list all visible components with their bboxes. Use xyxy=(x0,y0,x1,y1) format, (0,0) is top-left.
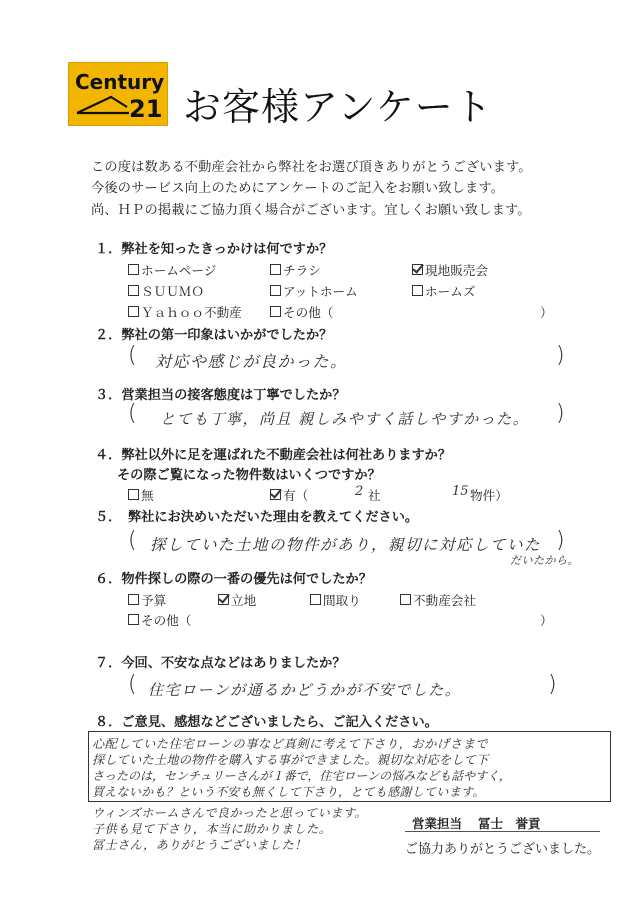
close-paren: ) xyxy=(556,528,565,553)
q4-properties-unit: 物件） xyxy=(470,488,508,503)
q3-answer: とても丁寧，尚且 親しみやすく話しやすかった。 xyxy=(160,410,530,428)
q1-option-other[interactable]: その他（ xyxy=(270,302,333,321)
checkbox[interactable] xyxy=(310,594,321,605)
checkbox[interactable] xyxy=(128,285,139,296)
intro-line-3: 尚、ＨＰの掲載にご協力頂く場合がございます。宜しくお願い致します。 xyxy=(91,203,531,218)
q6-option-other[interactable]: その他（ xyxy=(128,610,191,629)
logo-century-text: Century xyxy=(75,70,165,94)
q8-comment-line-4: 買えないかも？という不安も無くして下さり，とても感謝しています。 xyxy=(92,785,485,799)
logo-21-text: 21 xyxy=(129,95,163,123)
close-paren: ) xyxy=(556,343,565,368)
q8-comment-line-7: 冨士さん，ありがとうございました！ xyxy=(92,838,307,852)
close-paren: ) xyxy=(556,401,565,426)
checkbox[interactable] xyxy=(412,285,423,296)
staff-name: 冨士 誉貢 xyxy=(478,816,541,831)
open-paren: ( xyxy=(128,528,137,553)
q4-option-yes[interactable]: 有（ xyxy=(270,485,308,504)
q8-comment-line-1: 心配していた住宅ローンの事など真剣に考えて下さり，おかげさまで xyxy=(92,737,489,751)
q1-option-suumo[interactable]: ＳＵＵＭＯ xyxy=(128,281,204,300)
q1-option-homes[interactable]: ホームズ xyxy=(412,281,475,300)
q6-option-location[interactable]: 立地 xyxy=(218,590,256,609)
q1-option-onsite-sale[interactable]: 現地販売会 xyxy=(412,260,488,279)
page-title: お客様アンケート xyxy=(183,85,493,129)
q6-option-layout[interactable]: 間取り xyxy=(310,590,361,609)
q7-answer: 住宅ローンが通るかどうかが不安でした。 xyxy=(148,681,462,699)
q6-option-budget[interactable]: 予算 xyxy=(128,590,166,609)
q5-answer-line-1: 探していた土地の物件があり，親切に対応していた xyxy=(150,536,542,554)
intro-line-2: 今後のサービス向上のためにアンケートのご記入をお願い致します。 xyxy=(91,181,505,196)
q1-option-yahoo[interactable]: Ｙａｈｏｏ不動産 xyxy=(128,302,242,321)
question-2: ２．弊社の第一印象はいかがでしたか？ xyxy=(95,328,333,343)
century21-logo xyxy=(68,62,168,126)
q8-comment-line-3: さったのは，センチュリーさんが１番で，住宅ローンの悩みなども話やすく， xyxy=(92,769,511,783)
checkbox[interactable] xyxy=(128,489,139,500)
q8-comment-line-5: ウィンズホームさんで良かったと思っています。 xyxy=(92,806,368,820)
q5-answer-line-2: だいたから。 xyxy=(510,554,579,567)
checkbox[interactable] xyxy=(400,594,411,605)
q8-comment-line-6: 子供も見て下さり，本当に助かりました。 xyxy=(92,822,332,836)
checkbox[interactable] xyxy=(128,306,139,317)
question-7: ７．今回、不安な点などはありましたか？ xyxy=(95,656,346,671)
q4-properties-count: 15 xyxy=(452,484,469,499)
checkbox[interactable] xyxy=(128,594,139,605)
q1-option-homepage[interactable]: ホームページ xyxy=(128,260,216,279)
q4-companies-unit: 社 xyxy=(368,488,381,503)
open-paren: ( xyxy=(128,401,137,426)
open-paren: ( xyxy=(128,672,137,697)
checkbox-checked[interactable] xyxy=(218,594,229,605)
open-paren: ( xyxy=(128,343,137,368)
question-6: ６．物件探しの際の一番の優先は何でしたか？ xyxy=(95,572,372,587)
question-4: ４．弊社以外に足を運ばれた不動産会社は何社ありますか？ xyxy=(95,448,452,463)
q4-option-none[interactable]: 無 xyxy=(128,485,154,504)
checkbox[interactable] xyxy=(128,264,139,275)
q1-other-close-paren: ） xyxy=(540,305,553,320)
staff-underline xyxy=(405,831,600,832)
q4-companies-count: 2 xyxy=(355,484,364,499)
question-3: ３．営業担当の接客態度は丁寧でしたか？ xyxy=(95,388,346,403)
q1-option-athome[interactable]: アットホーム xyxy=(270,281,358,300)
checkbox[interactable] xyxy=(270,285,281,296)
q6-other-close-paren: ） xyxy=(540,613,553,628)
staff-label: 営業担当 xyxy=(412,816,463,831)
q8-comment-line-2: 探していた土地の物件を購入する事ができました。親切な対応をして下 xyxy=(92,753,489,767)
checkbox[interactable] xyxy=(270,264,281,275)
checkbox-checked[interactable] xyxy=(412,264,423,275)
q6-option-agency[interactable]: 不動産会社 xyxy=(400,590,476,609)
question-5: ５． 弊社にお決めいただいた理由を教えてください。 xyxy=(95,510,419,525)
checkbox[interactable] xyxy=(128,614,139,625)
close-paren: ) xyxy=(548,672,557,697)
thanks-message: ご協力ありがとうございました。 xyxy=(405,842,601,857)
q1-option-flyer[interactable]: チラシ xyxy=(270,260,321,279)
checkbox-checked[interactable] xyxy=(270,489,281,500)
question-8: ８．ご意見、感想などございましたら、ご記入ください。 xyxy=(95,715,438,730)
question-1: １．弊社を知ったきっかけは何ですか？ xyxy=(95,242,333,257)
checkbox[interactable] xyxy=(270,306,281,317)
q2-answer: 対応や感じが良かった。 xyxy=(155,352,348,371)
question-4-sub: その際ご覧になった物件数はいくつですか？ xyxy=(117,468,381,483)
intro-line-1: この度は数ある不動産会社から弊社をお選び頂きありがとうございます。 xyxy=(91,160,532,175)
